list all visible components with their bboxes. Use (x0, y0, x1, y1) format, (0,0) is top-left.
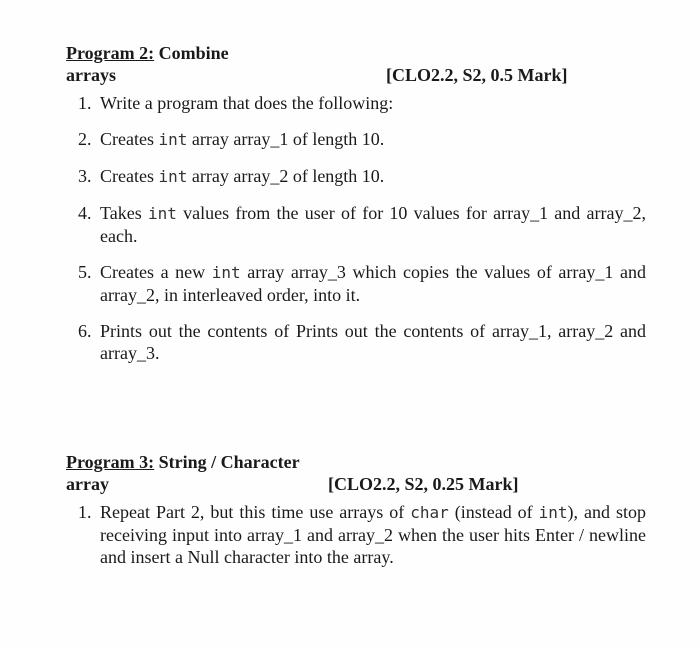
program-3-title (66, 451, 646, 473)
task-number: 1. (78, 502, 92, 522)
program-2-mark: [CLO2.2, S2, 0.5 Mark] (386, 65, 568, 85)
program-3-section (66, 451, 646, 568)
program-2-subtitle-row (66, 64, 646, 86)
task-text-segment: array array_3 which copies the values of array_1 and array_2, in interleaved order, into it. (100, 262, 646, 305)
program-2-title-rest: Combine (154, 43, 229, 63)
task-item (66, 501, 646, 568)
program-3-subtitle: array (66, 474, 109, 494)
task-text-segment: values from the user of for 10 values for array_1 and array_2, each. (100, 203, 646, 246)
task-number: 3. (78, 166, 92, 186)
task-item (66, 320, 646, 364)
code-keyword: int (158, 130, 188, 149)
task-text-segment: ), and stop receiving input into array_1 and array_2 when the user hits Enter / newline and insert a Null character into the array. (100, 502, 646, 567)
task-text-segment: (instead of (448, 502, 539, 522)
program-2-section (66, 42, 646, 364)
task-text-segment: Write a program that does the following: (100, 93, 394, 113)
program-3-mark: [CLO2.2, S2, 0.25 Mark] (328, 474, 519, 494)
task-number: 5. (78, 262, 92, 282)
program-2-task-list (66, 92, 646, 364)
task-text-segment: Takes (100, 203, 148, 223)
task-text (100, 501, 646, 568)
task-number: 1. (78, 93, 92, 113)
task-item (66, 128, 646, 151)
task-text-segment: Prints out the contents of Prints out the contents of array_1, array_2 and array_3. (100, 321, 646, 363)
program-3-title-prefix: Program 3: (66, 452, 155, 472)
program-2-subtitle: arrays (66, 65, 116, 85)
task-number: 2. (78, 129, 92, 149)
task-text-segment: Creates a new (100, 262, 212, 282)
task-item (66, 165, 646, 188)
task-item (66, 261, 646, 306)
task-text (100, 165, 646, 188)
program-2-title-prefix: Program 2: (66, 43, 155, 63)
task-number: 6. (78, 321, 92, 341)
program-2-title (66, 42, 646, 64)
task-text (100, 128, 646, 151)
task-text (100, 261, 646, 306)
code-keyword: int (211, 263, 241, 282)
task-text-segment: Creates (100, 166, 159, 186)
task-item (66, 202, 646, 247)
task-text-segment: array array_1 of length 10. (187, 129, 385, 149)
program-3-task-list (66, 501, 646, 568)
task-text-segment: Repeat Part 2, but this time use arrays of (100, 502, 411, 522)
task-text-segment: array array_2 of length 10. (187, 166, 385, 186)
program-3-title-rest: String / Character (154, 452, 300, 472)
task-item (66, 92, 646, 114)
program-3-subtitle-row (66, 473, 646, 495)
task-text (100, 202, 646, 247)
task-number: 4. (78, 203, 92, 223)
code-keyword: char (410, 503, 449, 522)
task-text (100, 92, 646, 114)
task-text (100, 320, 646, 364)
code-keyword: int (158, 167, 188, 186)
code-keyword: int (147, 204, 177, 223)
code-keyword: int (538, 503, 568, 522)
task-text-segment: Creates (100, 129, 159, 149)
